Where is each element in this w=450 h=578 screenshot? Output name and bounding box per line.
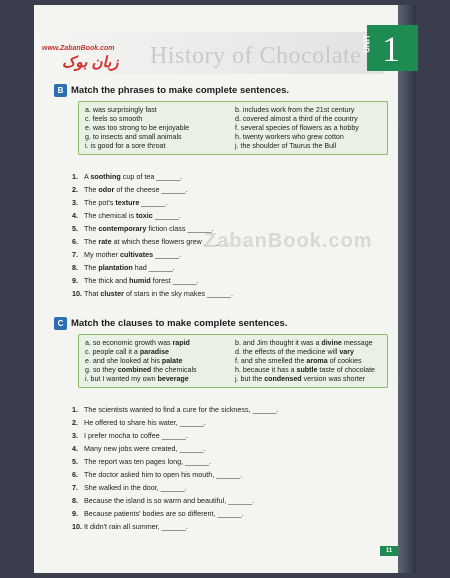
item-number: 4. <box>72 444 78 453</box>
clause-option <box>85 366 235 374</box>
sentence-list-c <box>72 405 372 535</box>
item-number: 3. <box>72 198 78 207</box>
item-text: The scientists wanted to find a cure for the sickness, ______. <box>84 405 279 414</box>
ghost-title: History of Chocolate <box>150 43 362 69</box>
keyword: combined <box>117 366 152 374</box>
section-b-title: Match the phrases to make complete sentences. <box>71 85 290 97</box>
logo-url: www.ZabanBook.com <box>42 45 115 52</box>
item-number: 2. <box>72 418 78 427</box>
item-number: 8. <box>72 496 78 505</box>
item-text: I prefer mocha to coffee ______. <box>84 431 188 440</box>
unit-number: 1 <box>382 29 400 69</box>
clause-option <box>85 375 235 383</box>
keyword: beverage <box>157 375 189 383</box>
clause-option <box>235 339 385 347</box>
page-spine <box>398 5 416 573</box>
phrase-text: version was shorter <box>301 375 366 383</box>
item-text: ______. <box>139 198 168 207</box>
item-number: 4. <box>72 211 78 220</box>
phrase-text: c. people call it a <box>85 348 140 356</box>
list-item <box>72 457 372 470</box>
list-item <box>72 522 372 535</box>
clause-option <box>85 357 235 365</box>
phrase-text: g. so they <box>85 366 118 374</box>
list-item <box>72 431 372 444</box>
keyword: palate <box>161 357 183 365</box>
item-number: 7. <box>72 250 78 259</box>
phrase-text: taste of chocolate <box>317 366 375 374</box>
list-item <box>72 470 372 483</box>
item-text: The doctor asked him to open his mouth, ______. <box>84 470 243 479</box>
item-number: 5. <box>72 224 78 233</box>
item-text: fiction class ______. <box>146 224 214 233</box>
clause-option <box>235 348 385 356</box>
item-text: He offered to share his water, ______. <box>84 418 206 427</box>
item-text: The thick and <box>84 276 130 285</box>
clause-option <box>235 357 385 365</box>
phrase-option: d. covered almost a third of the country <box>235 115 358 123</box>
textbook-page <box>34 5 416 573</box>
phrase-option: g. to insects and small animals <box>85 133 182 141</box>
item-text: had ______. <box>132 263 175 272</box>
list-item <box>72 444 372 457</box>
phrase-option: h. twenty workers who grew cotton <box>235 133 344 141</box>
list-item <box>72 483 372 496</box>
item-number: 2. <box>72 185 78 194</box>
clause-option <box>85 339 235 347</box>
item-text: Because the island is so warm and beautiful, ______. <box>84 496 255 505</box>
list-item <box>72 405 372 418</box>
clause-option <box>235 375 385 383</box>
item-text: Many new jobs were created, ______. <box>84 444 206 453</box>
list-item <box>72 289 372 302</box>
phrase-option: a. was surprisingly fast <box>85 106 157 114</box>
item-text: A <box>84 172 91 181</box>
phrase-option: c. feels so smooth <box>85 115 143 123</box>
item-number: 1. <box>72 172 78 181</box>
item-text: at which these flowers grew ______. <box>111 237 230 246</box>
phrase-box-b <box>78 101 388 155</box>
page-number: 11 <box>380 546 398 556</box>
item-number: 7. <box>72 483 78 492</box>
clause-option <box>85 348 235 356</box>
item-text: forest ______. <box>150 276 199 285</box>
item-number: 5. <box>72 457 78 466</box>
keyword: odor <box>98 185 115 194</box>
keyword: cultivates <box>119 250 154 259</box>
item-text: ______. <box>152 211 181 220</box>
item-number: 10. <box>72 522 82 531</box>
item-number: 6. <box>72 237 78 246</box>
keyword: contemporary <box>98 224 147 233</box>
item-text: of the cheese ______. <box>114 185 188 194</box>
item-text: The chemical is <box>84 211 136 220</box>
phrase-text: j. but the <box>235 375 265 383</box>
phrase-text: message <box>341 339 373 347</box>
phrase-box-c <box>78 334 388 388</box>
phrase-text: of cookies <box>327 357 362 365</box>
phrase-option: i. is good for a sore throat <box>85 142 166 150</box>
phrase-text: the chemicals <box>151 366 197 374</box>
section-b-badge: B <box>54 84 67 97</box>
item-text: Because patients' bodies are so different, ______. <box>84 509 244 518</box>
item-text: It didn't rain all summer, ______. <box>84 522 188 531</box>
list-item <box>72 509 372 522</box>
item-text: She walked in the door, ______. <box>84 483 187 492</box>
list-item <box>72 263 372 276</box>
phrase-text: i. but I wanted my own <box>85 375 158 383</box>
phrase-text: b. and Jim thought it was a <box>235 339 322 347</box>
phrase-text: f. and she smelled the <box>235 357 307 365</box>
list-item <box>72 185 372 198</box>
item-text: of stars in the sky makes ______. <box>123 289 234 298</box>
keyword: condensed <box>264 375 302 383</box>
keyword: texture <box>115 198 140 207</box>
item-number: 3. <box>72 431 78 440</box>
keyword: plantation <box>98 263 133 272</box>
item-number: 9. <box>72 276 78 285</box>
item-text: The <box>84 185 99 194</box>
keyword: divine <box>321 339 342 347</box>
watermark: ZabanBook.com <box>204 230 373 252</box>
section-c-title: Match the clauses to make complete sentences. <box>71 318 288 330</box>
list-item <box>72 418 372 431</box>
phrase-grid-b <box>85 106 381 150</box>
item-text: That <box>84 289 101 298</box>
phrase-text: h. because it has a <box>235 366 297 374</box>
logo-text: زبان بوک <box>62 54 119 71</box>
phrase-grid-c <box>85 339 381 383</box>
item-number: 9. <box>72 509 78 518</box>
list-item <box>72 496 372 509</box>
item-text: cup of tea ______. <box>120 172 183 181</box>
keyword: toxic <box>135 211 153 220</box>
keyword: subtle <box>296 366 318 374</box>
list-item <box>72 211 372 224</box>
list-item <box>72 198 372 211</box>
list-item <box>72 276 372 289</box>
item-number: 8. <box>72 263 78 272</box>
item-text: The <box>84 237 99 246</box>
keyword: paradise <box>139 348 169 356</box>
keyword: rate <box>98 237 112 246</box>
keyword: soothing <box>90 172 121 181</box>
item-number: 10. <box>72 289 82 298</box>
phrase-option: e. was too strong to be enjoyable <box>85 124 190 132</box>
unit-label: UNIT <box>362 34 372 53</box>
keyword: humid <box>129 276 151 285</box>
section-b-heading <box>54 84 289 97</box>
phrase-text: a. so economic growth was <box>85 339 173 347</box>
keyword: rapid <box>172 339 190 347</box>
item-number: 6. <box>72 470 78 479</box>
item-text: My mother <box>84 250 120 259</box>
site-logo <box>42 45 134 71</box>
phrase-text: d. the effects of the medicine will <box>235 348 340 356</box>
list-item <box>72 172 372 185</box>
phrase-option: f. several species of flowers as a hobby <box>235 124 359 132</box>
phrase-text: e. and she looked at his <box>85 357 162 365</box>
phrase-option: j. the shoulder of Taurus the Bull <box>235 142 337 150</box>
phrase-option: b. includes work from the 21st century <box>235 106 355 114</box>
section-c-heading <box>54 317 287 330</box>
item-text: ______. <box>153 250 182 259</box>
item-text: The report was ten pages long, ______. <box>84 457 212 466</box>
item-text: The pot's <box>84 198 116 207</box>
keyword: cluster <box>100 289 124 298</box>
item-number: 1. <box>72 405 78 414</box>
item-text: The <box>84 263 99 272</box>
section-c-badge: C <box>54 317 67 330</box>
keyword: vary <box>339 348 354 356</box>
clause-option <box>235 366 385 374</box>
item-text: The <box>84 224 99 233</box>
keyword: aroma <box>306 357 328 365</box>
